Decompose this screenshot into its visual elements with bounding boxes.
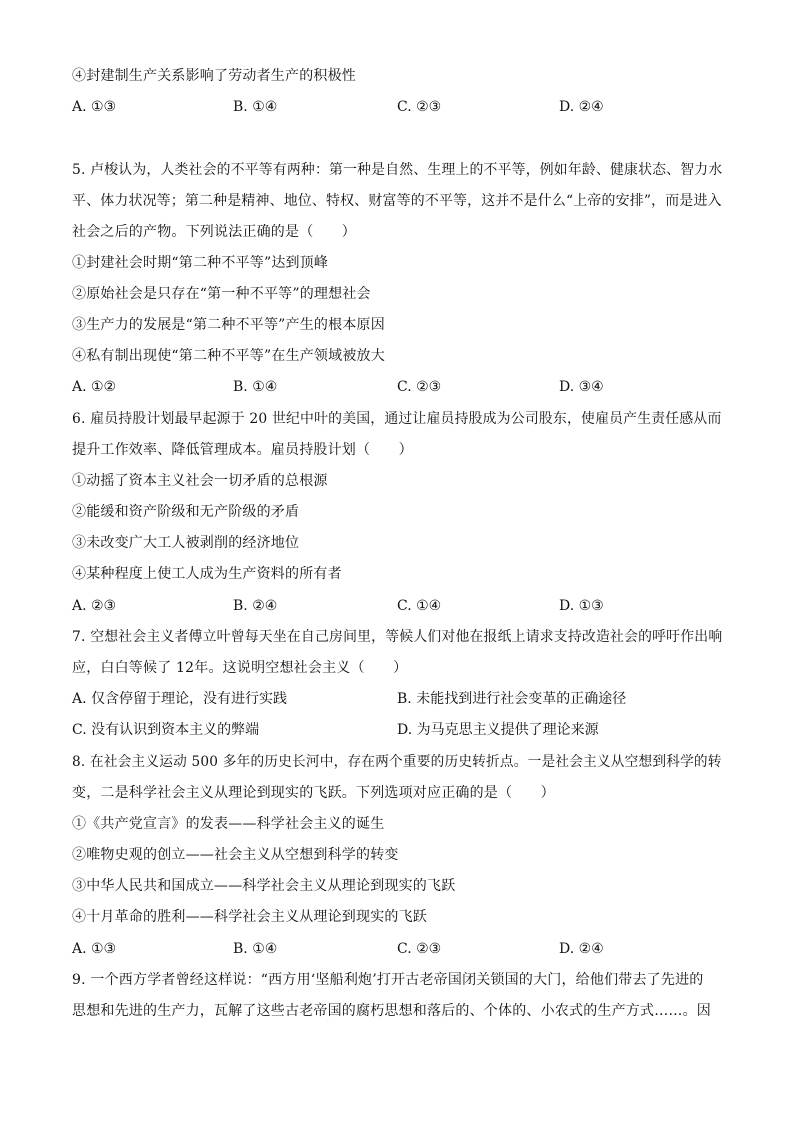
q8-stem-line-2: 变，二是科学社会主义从理论到现实的飞跃。下列选项对应正确的是（ ） bbox=[72, 785, 555, 801]
q6-item-4: ④某种程度上使工人成为生产资料的所有者 bbox=[72, 566, 342, 582]
q6-item-3: ③未改变广大工人被剥削的经济地位 bbox=[72, 535, 300, 551]
q6-stem-line-1: 6. 雇员持股计划最早起源于 20 世纪中叶的美国，通过让雇员持股成为公司股东，使雇员产生责任感从而 bbox=[72, 411, 722, 427]
q4-option-d[interactable]: D. ②④ bbox=[559, 99, 604, 115]
q6-option-a[interactable]: A. ②③ bbox=[72, 598, 117, 614]
q8-option-c[interactable]: C. ②③ bbox=[397, 941, 442, 957]
q5-stem-line-1: 5. 卢梭认为，人类社会的不平等有两种：第一种是自然、生理上的不平等，例如年龄、健康状态、智力水 bbox=[72, 162, 723, 178]
q8-item-2: ②唯物史观的创立——社会主义从空想到科学的转变 bbox=[72, 847, 399, 863]
q5-option-b[interactable]: B. ①④ bbox=[233, 379, 278, 395]
q5-option-c[interactable]: C. ②③ bbox=[397, 379, 442, 395]
q6-item-1: ①动摇了资本主义社会一切矛盾的总根源 bbox=[72, 473, 328, 489]
q8-option-d[interactable]: D. ②④ bbox=[559, 941, 604, 957]
q5-item-2: ②原始社会是只存在“第一种不平等”的理想社会 bbox=[72, 286, 371, 302]
q6-stem-line-2: 提升工作效率、降低管理成本。雇员持股计划（ ） bbox=[72, 442, 413, 458]
q9-stem-line-2: 思想和先进的生产力，瓦解了这些古老帝国的腐朽思想和落后的、个体的、小农式的生产方式……。因 bbox=[72, 1003, 711, 1019]
q7-options-row-2 bbox=[72, 720, 722, 740]
q5-item-1: ①封建社会时期“第二种不平等”达到顶峰 bbox=[72, 255, 329, 271]
q7-options-row-1 bbox=[72, 689, 722, 709]
q4-item-4: ④封建制生产关系影响了劳动者生产的积极性 bbox=[72, 68, 356, 84]
q9-stem-line-1: 9. 一个西方学者曾经这样说：“西方用‘坚船利炮’打开古老帝国闭关锁国的大门，给他们带去了先进的 bbox=[72, 972, 704, 988]
q6-option-b[interactable]: B. ②④ bbox=[233, 598, 278, 614]
q8-item-4: ④十月革命的胜利——科学社会主义从理论到现实的飞跃 bbox=[72, 909, 427, 925]
q5-stem-line-2: 平、体力状况等；第二种是精神、地位、特权、财富等的不平等，这并不是什么“上帝的安排”，而是进入 bbox=[72, 193, 722, 209]
q5-item-3: ③生产力的发展是“第二种不平等”产生的根本原因 bbox=[72, 317, 385, 333]
q8-item-1: ①《共产党宣言》的发表——科学社会主义的诞生 bbox=[72, 816, 385, 832]
q5-option-a[interactable]: A. ①② bbox=[72, 379, 117, 395]
q6-option-c[interactable]: C. ①④ bbox=[397, 598, 442, 614]
q7-option-d[interactable]: D. 为马克思主义提供了理论来源 bbox=[397, 722, 599, 738]
q5-stem-line-3: 社会之后的产物。下列说法正确的是（ ） bbox=[72, 224, 356, 240]
q8-stem-line-1: 8. 在社会主义运动 500 多年的历史长河中，存在两个重要的历史转折点。一是社会主义从空想到科学的转 bbox=[72, 754, 722, 770]
q4-options bbox=[72, 97, 722, 117]
q5-options bbox=[72, 377, 722, 397]
q7-option-c[interactable]: C. 没有认识到资本主义的弊端 bbox=[72, 722, 260, 738]
q4-option-b[interactable]: B. ①④ bbox=[233, 99, 278, 115]
q5-item-4: ④私有制出现使“第二种不平等”在生产领域被放大 bbox=[72, 348, 385, 364]
q6-options bbox=[72, 596, 722, 616]
q8-option-a[interactable]: A. ①③ bbox=[72, 941, 117, 957]
q4-option-a[interactable]: A. ①③ bbox=[72, 99, 117, 115]
q7-stem-line-1: 7. 空想社会主义者傅立叶曾每天坐在自己房间里，等候人们对他在报纸上请求支持改造社会的呼吁作出响 bbox=[72, 629, 723, 645]
q4-option-c[interactable]: C. ②③ bbox=[397, 99, 442, 115]
q8-options bbox=[72, 939, 722, 959]
q6-item-2: ②能缓和资产阶级和无产阶级的矛盾 bbox=[72, 504, 300, 520]
q7-option-b[interactable]: B. 未能找到进行社会变革的正确途径 bbox=[397, 691, 627, 707]
q8-option-b[interactable]: B. ①④ bbox=[233, 941, 278, 957]
q6-option-d[interactable]: D. ①③ bbox=[559, 598, 604, 614]
q5-option-d[interactable]: D. ③④ bbox=[559, 379, 604, 395]
q7-stem-line-2: 应，白白等候了 12年。这说明空想社会主义（ ） bbox=[72, 660, 408, 676]
q7-option-a[interactable]: A. 仅含停留于理论，没有进行实践 bbox=[72, 691, 288, 707]
q8-item-3: ③中华人民共和国成立——科学社会主义从理论到现实的飞跃 bbox=[72, 878, 456, 894]
